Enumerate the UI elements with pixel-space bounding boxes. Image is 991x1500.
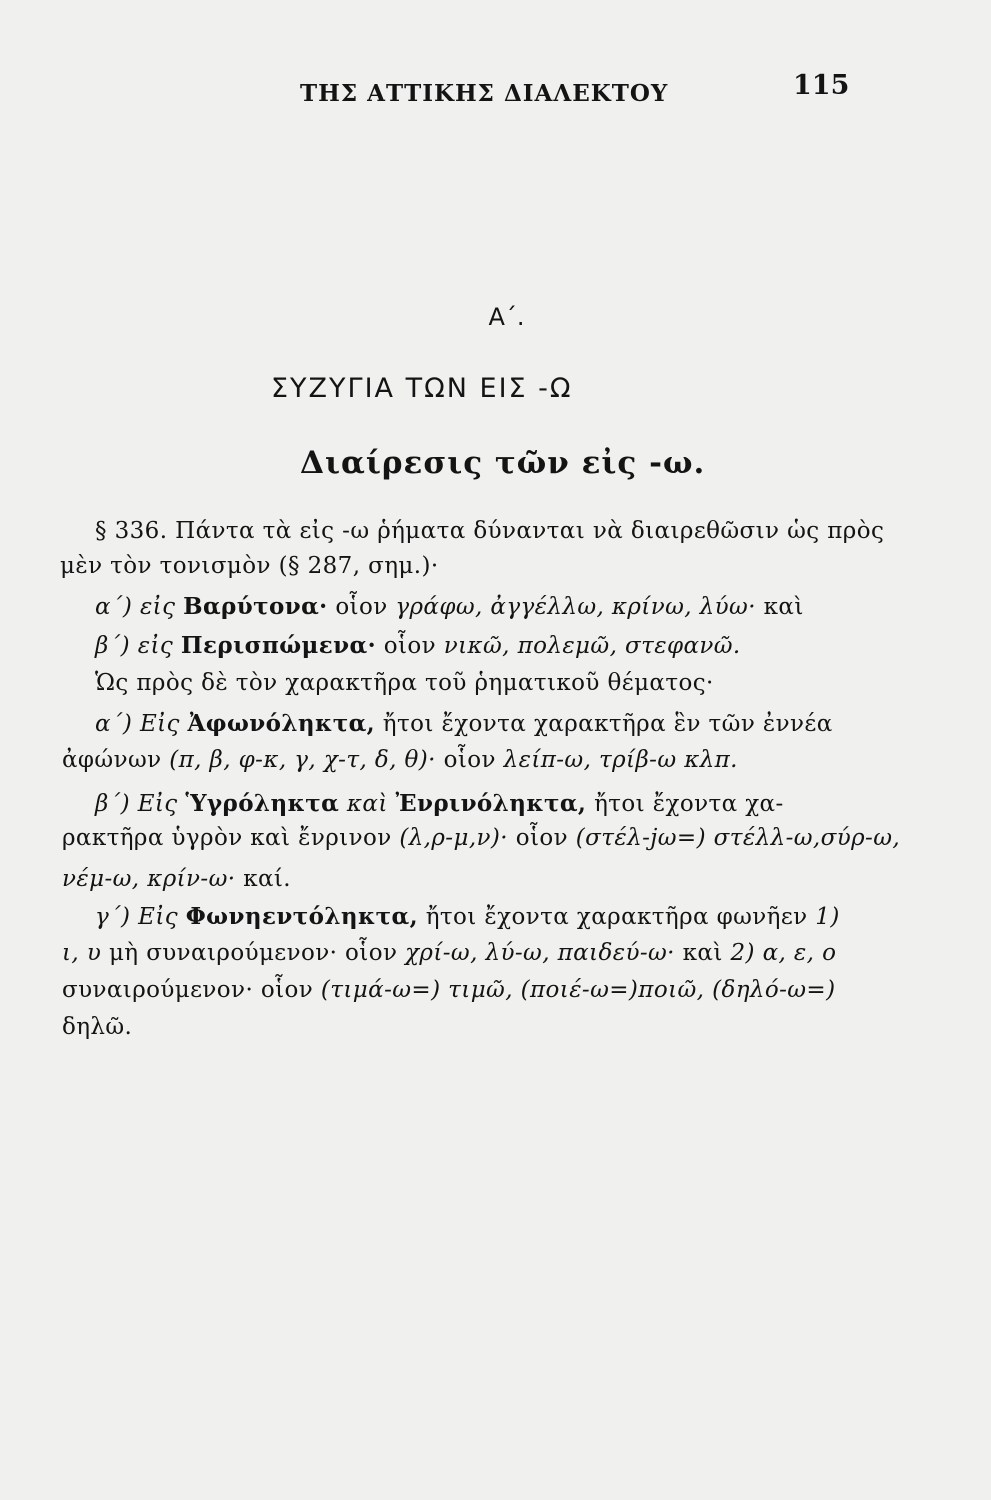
line-text: οἷον <box>335 594 388 620</box>
text-line-3 <box>95 593 804 620</box>
item-marker: γ΄) <box>95 904 131 930</box>
line-text-2: οἷον <box>515 825 569 851</box>
text-line-12 <box>62 940 836 966</box>
line-text: καί. <box>243 866 292 892</box>
term: Βαρύτονα· <box>183 593 328 620</box>
sub-heading: Διαίρεσις τῶν εἰς -ω. <box>300 445 706 481</box>
term-2: Ἐνρινόληκτα, <box>395 790 587 817</box>
term: Περισπώμενα· <box>180 632 376 659</box>
line-lead: Εἰς <box>138 904 179 930</box>
examples: γράφω, ἀγγέλλω, κρίνω, λύω· <box>395 594 756 620</box>
line-mid: καὶ <box>346 791 388 817</box>
text-line-2: μὲν τὸν τονισμὸν (§ 287, σημ.)· <box>60 553 439 579</box>
text-line-6 <box>95 710 833 737</box>
line-text: ἤτοι ἔχοντα χα- <box>594 791 784 817</box>
text-line-10 <box>62 866 291 892</box>
text-line-8 <box>95 790 784 817</box>
text-line-1: § 336. Πάντα τὰ εἰς -ω ῥήματα δύνανται νὰ διαιρεθῶσιν ὡς πρὸς <box>95 518 885 544</box>
examples: (λ,ρ-μ,ν)· <box>399 825 509 851</box>
examples: (π, β, φ-κ, γ, χ-τ, δ, θ)· <box>169 747 436 773</box>
running-header: ΤΗΣ ΑΤΤΙΚΗΣ ΔΙΑΛΕΚΤΟΥ <box>300 80 669 107</box>
line-text: ἤτοι ἔχοντα χαρακτῆρα ἓν τῶν ἐννέα <box>382 711 833 737</box>
examples-2: χρί-ω, λύ-ω, παιδεύ-ω· <box>405 940 675 966</box>
section-letter: Α΄. <box>488 303 525 331</box>
term: Ὑγρόληκτα <box>185 790 340 817</box>
line-text: συναιρούμενον· οἷον <box>62 977 314 1003</box>
text-line-11 <box>95 903 840 930</box>
line-text: οἷον <box>383 633 436 659</box>
line-text: ἤτοι ἔχοντα χαρακτῆρα φωνῆεν <box>425 904 808 930</box>
term: Ἀφωνόληκτα, <box>187 710 376 737</box>
examples-3: 2) α, ε, ο <box>730 940 837 966</box>
text-line-14: δηλῶ. <box>62 1014 133 1040</box>
examples-3: (δηλό-ω=) <box>712 977 836 1003</box>
examples: 1) <box>815 904 840 930</box>
text-line-7 <box>62 747 738 773</box>
text-line-9 <box>62 825 900 851</box>
line-text-2: οἷον <box>443 747 496 773</box>
section-heading: ΣΥΖΥΓΙΑ ΤΩΝ ΕΙΣ -Ω <box>271 373 573 404</box>
text-line-13 <box>62 977 835 1003</box>
line-lead: εἰς <box>137 633 174 659</box>
page-number: 115 <box>793 70 850 101</box>
item-marker: α΄) <box>95 594 133 620</box>
line-text-2: καὶ <box>682 940 723 966</box>
examples: ι, υ <box>62 940 102 966</box>
item-marker: β΄) <box>95 633 130 659</box>
examples-2: (στέλ-jω=) στέλλ-ω,σύρ-ω, <box>575 825 901 851</box>
line-text: ἀφώνων <box>62 747 162 773</box>
line-lead: εἰς <box>139 594 176 620</box>
line-text: ρακτῆρα ὑγρὸν καὶ ἔνρινον <box>62 825 392 851</box>
examples: νικῶ, πολεμῶ, στεφανῶ. <box>443 633 741 659</box>
examples-2: λείπ-ω, τρίβ-ω κλπ. <box>503 747 738 773</box>
term: Φωνηεντόληκτα, <box>185 903 418 930</box>
text-line-5: Ὡς πρὸς δὲ τὸν χαρακτῆρα τοῦ ῥηματικοῦ θέματος· <box>95 670 714 696</box>
item-marker: β΄) <box>95 791 130 817</box>
examples: νέμ-ω, κρίν-ω· <box>62 866 236 892</box>
line-lead: Εἰς <box>139 711 180 737</box>
line-tail: καὶ <box>763 594 804 620</box>
line-text: μὴ συναιρούμενον· οἷον <box>108 940 398 966</box>
item-marker: α΄) <box>95 711 133 737</box>
examples-2: (ποιέ-ω=)ποιῶ, <box>520 977 705 1003</box>
examples: (τιμά-ω=) τιμῶ, <box>320 977 513 1003</box>
text-line-4 <box>95 632 741 659</box>
line-lead: Εἰς <box>137 791 178 817</box>
